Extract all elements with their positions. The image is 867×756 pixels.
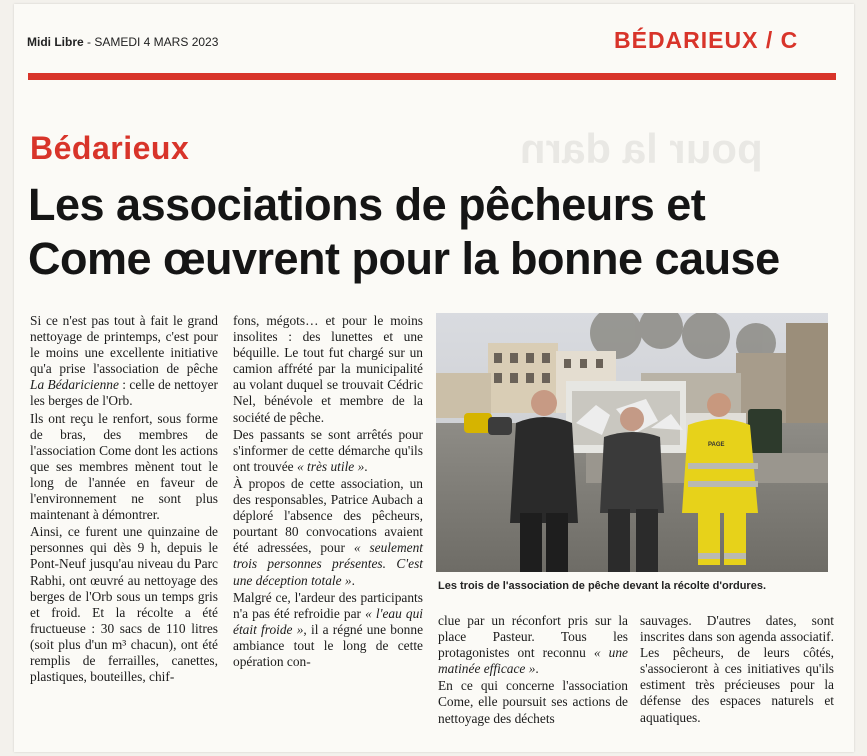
article-headline: Les associations de pêcheurs et Come œuvrent pour la bonne cause: [28, 179, 780, 284]
article-kicker: Bédarieux: [30, 130, 190, 166]
paragraph: Ils ont reçu le renfort, sous forme de bras, des membres de l'association Come dont les actions que ses membres mènent tout le long de l'année en faveur de l'environnement ne sont plus maintenant à démontrer.: [30, 410, 218, 523]
photo-caption: Les trois de l'association de pêche devant la récolte d'ordures.: [438, 580, 767, 592]
vest-label: PAGE: [708, 442, 725, 448]
newspaper-name: Midi Libre: [27, 35, 84, 49]
paragraph: fons, mégots… et pour le moins insolites : des lunettes et une béquille. Le tout fut chargé sur un camion affrété par la municipalité au volant duquel se trouvait Cédric Nel, bénévole et membre de la société de pêche.: [233, 313, 423, 425]
paragraph: sauvages. D'autres dates, sont inscrites dans son agenda associatif. Les pêcheurs, de leurs côtés, s'associeront à ces initiatives qu'ils estiment très précieuses pour la défense des espaces naturels et aquatiques.: [640, 613, 834, 725]
article-column-2: [233, 313, 423, 671]
photo-illustration: [436, 313, 828, 572]
paragraph: En ce qui concerne l'association Come, elle poursuit ses actions de nettoyage des déchets: [438, 678, 628, 726]
paragraph: À propos de cette association, un des responsables, Patrice Aubach a déploré l'absence des pêcheurs, pourtant 80 convocations avaient été adressées, pour « seulement trois personnes présentes. C'est une déception totale ».: [233, 475, 423, 588]
issue-date: - SAMEDI 4 MARS 2023: [83, 35, 219, 49]
bleed-through-text: pour la darn: [520, 125, 763, 172]
paragraph: Si ce n'est pas tout à fait le grand nettoyage de printemps, c'est pour le moins une excellente initiative qu'a prise l'association de pêche La Bédaricienne : celle de nettoyer les berges de l'Orb.: [30, 313, 218, 409]
article-column-4: [640, 613, 834, 727]
paragraph: Des passants se sont arrêtés pour s'informer de cette démarche qu'ils ont trouvée « très utile ».: [233, 426, 423, 474]
article-column-1: [30, 313, 218, 686]
red-rule-divider: [28, 73, 836, 80]
article-column-3: [438, 613, 628, 728]
article-photo: [436, 313, 828, 572]
paragraph: clue par un réconfort pris sur la place Pasteur. Tous les protagonistes ont reconnu « une matinée efficace ».: [438, 613, 628, 677]
section-tag: BÉDARIEUX / C: [614, 27, 799, 53]
paragraph: Ainsi, ce furent une quinzaine de personnes qui dès 9 h, depuis le Pont-Neuf jusqu'au niveau du Parc Rabhi, ont œuvré au nettoyage des berges de l'Orb sous un temps gris et froid. Et la récolte a été fructueuse : 30 sacs de 110 litres (soit plus d'un m³ chacun), ont été remplis de ferrailles, canettes, plastiques, bouteilles, chif-: [30, 524, 218, 685]
page-header: [27, 35, 218, 49]
paragraph: Malgré ce, l'ardeur des participants n'a pas été refroidie par « l'eau qui était froide », il a régné une bonne ambiance tout le long de cette opération con-: [233, 589, 424, 669]
